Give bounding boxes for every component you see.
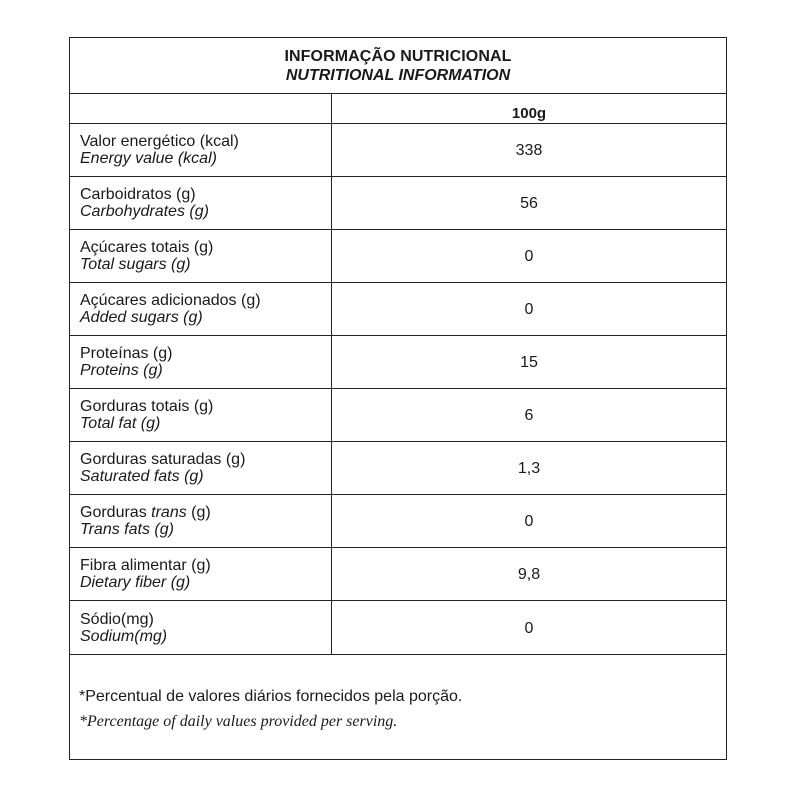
nutrient-value: 0 (524, 301, 534, 318)
nutrient-value: 15 (520, 354, 538, 371)
nutrient-label-cell (70, 336, 332, 388)
nutrient-value: 56 (520, 195, 538, 212)
table-title (70, 38, 726, 94)
nutrient-label-pt-main: Gorduras (80, 504, 152, 521)
nutrient-label-cell (70, 124, 332, 176)
nutrient-label-en: Dietary fiber (g) (80, 574, 191, 591)
nutrient-label-pt: Gorduras totais (g) (80, 398, 214, 415)
nutrient-label-cell (70, 283, 332, 335)
table-row (70, 230, 726, 283)
header-serving-size: 100g (511, 105, 547, 122)
footnote-portuguese: *Percentual de valores diários fornecidos pela porção. (79, 688, 463, 705)
nutrient-label-en: Sodium(mg) (80, 627, 168, 645)
nutrient-label-cell (70, 442, 332, 494)
table-row (70, 177, 726, 230)
header-label-cell (70, 94, 332, 123)
nutrient-label-en: Energy value (kcal) (80, 150, 217, 167)
table-row (70, 442, 726, 495)
nutrient-label-pt: Fibra alimentar (g) (80, 557, 211, 574)
nutrient-label-cell (70, 230, 332, 282)
nutrient-value: 338 (515, 142, 543, 159)
nutrient-value: 0 (524, 513, 534, 530)
nutrient-value: 9,8 (517, 566, 541, 583)
nutrient-label-en: Carbohydrates (g) (80, 203, 209, 220)
nutrient-label-cell (70, 495, 332, 547)
nutrient-label-en: Total fat (g) (80, 415, 161, 432)
nutrient-label-pt: Carboidratos (g) (80, 186, 196, 203)
nutrient-label-cell (70, 389, 332, 441)
title-english: NUTRITIONAL INFORMATION (285, 67, 511, 84)
nutrient-label-en: Proteins (g) (80, 362, 163, 379)
nutrient-label-pt (80, 504, 331, 521)
nutrient-label-en: Total sugars (g) (80, 256, 191, 273)
nutrient-value: 1,3 (517, 460, 541, 477)
nutrient-label-pt-unit: (g) (186, 504, 211, 521)
bottom-divider (69, 759, 727, 760)
nutrient-label-pt: Açúcares totais (g) (80, 239, 214, 256)
nutrient-label-en: Added sugars (g) (80, 309, 203, 326)
nutrient-label-cell (70, 548, 332, 600)
table-row (70, 389, 726, 442)
nutrient-label-pt: Proteínas (g) (80, 345, 173, 362)
table-row (70, 124, 726, 177)
nutrient-label-cell (70, 177, 332, 229)
nutrient-value: 6 (524, 407, 534, 424)
nutrient-label-en: Trans fats (g) (80, 521, 174, 538)
header-row (70, 94, 726, 124)
nutrient-label-pt: Valor energético (kcal) (80, 133, 239, 150)
title-portuguese: INFORMAÇÃO NUTRICIONAL (284, 48, 512, 65)
footnote-area (69, 654, 727, 759)
nutrient-value: 0 (524, 619, 534, 637)
footnote-english: *Percentage of daily values provided per serving. (79, 713, 398, 730)
nutrient-label-pt: Sódio(mg) (80, 610, 154, 628)
nutrition-table (69, 37, 727, 759)
table-row (70, 601, 726, 654)
table-row (70, 283, 726, 336)
nutrient-label-en: Saturated fats (g) (80, 468, 204, 485)
nutrient-label-pt-italic: trans (151, 504, 187, 521)
nutrient-value: 0 (524, 248, 534, 265)
nutrient-label-pt: Gorduras saturadas (g) (80, 451, 246, 468)
table-row (70, 495, 726, 548)
table-row (70, 336, 726, 389)
table-row (70, 548, 726, 601)
nutrient-label-cell (70, 601, 332, 654)
nutrient-label-pt: Açúcares adicionados (g) (80, 292, 261, 309)
